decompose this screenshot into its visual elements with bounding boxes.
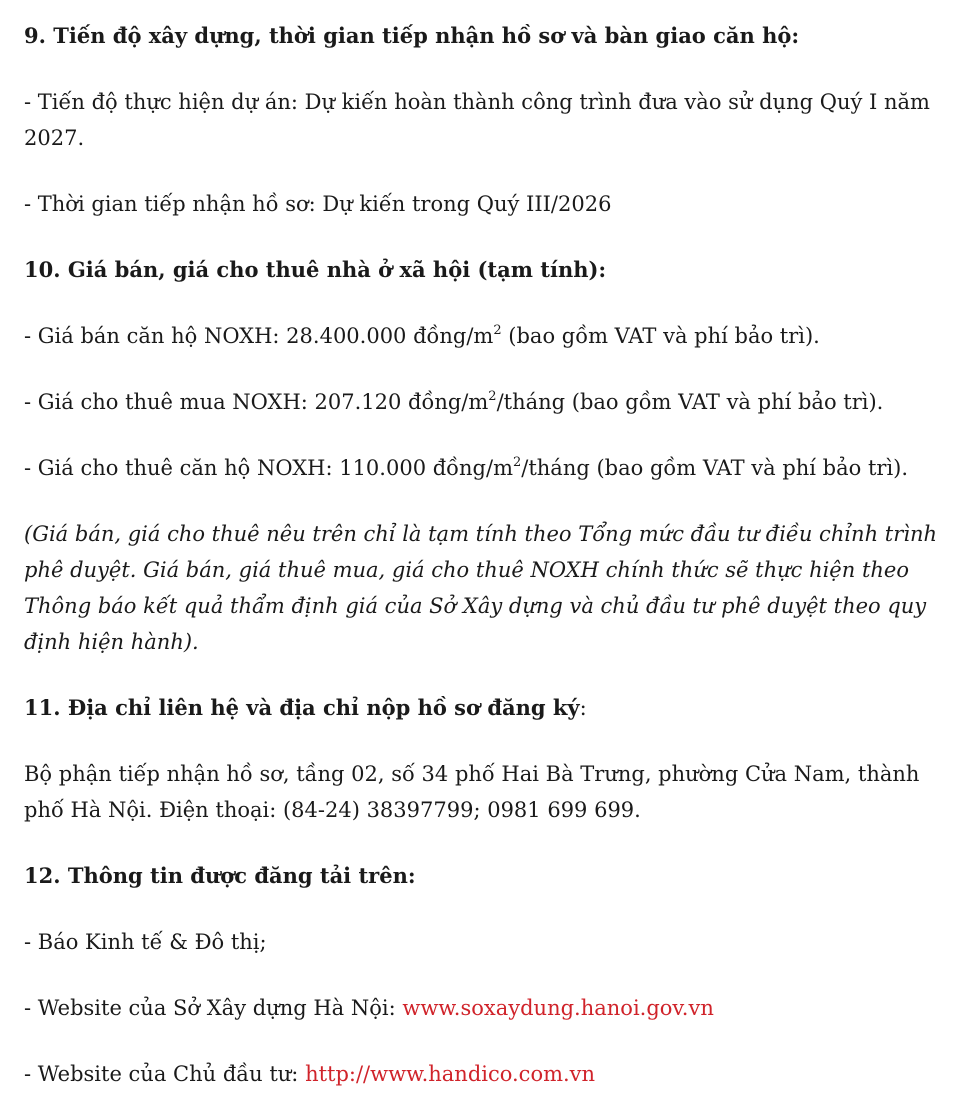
dept-website-label: - Website của Sở Xây dựng Hà Nội:	[24, 996, 403, 1020]
price-rent-purchase-unit-sup: 2	[488, 389, 497, 404]
price-disclaimer-note: (Giá bán, giá cho thuê nêu trên chỉ là tạm tính theo Tổng mức đầu tư điều chỉnh trình phê duyệt. Giá bán, giá thuê mua, giá cho thuê NOXH chính thức sẽ thực hiện theo Thông báo kết quả thẩm định giá của Sở Xây dựng và chủ đầu tư phê duyệt theo quy định hiện hành).	[24, 522, 938, 654]
price-rent-purchase-text: - Giá cho thuê mua NOXH: 207.120 đồng/m	[24, 390, 489, 414]
investor-website-label: - Website của Chủ đầu tư:	[24, 1062, 306, 1086]
section-11-heading-text: 11. Địa chỉ liên hệ và địa chỉ nộp hồ sơ đăng ký	[24, 695, 580, 720]
price-rent-text: - Giá cho thuê căn hộ NOXH: 110.000 đồng/m	[24, 456, 513, 480]
section-9-progress: - Tiến độ thực hiện dự án: Dự kiến hoàn thành công trình đưa vào sử dụng Quý I năm 2027.	[24, 90, 930, 150]
price-sale-unit-sup: 2	[493, 323, 502, 338]
investor-website-item	[24, 1056, 953, 1092]
price-rent	[24, 450, 953, 486]
price-sale-note: (bao gồm VAT và phí bảo trì).	[501, 324, 820, 348]
dept-website-item	[24, 990, 953, 1026]
section-12-heading: 12. Thông tin được đăng tải trên:	[24, 863, 416, 888]
investor-website-link[interactable]: http://www.handico.com.vn	[305, 1062, 596, 1086]
price-rent-purchase-note: /tháng (bao gồm VAT và phí bảo trì).	[496, 390, 884, 414]
price-sale-text: - Giá bán căn hộ NOXH: 28.400.000 đồng/m	[24, 324, 494, 348]
section-10-heading: 10. Giá bán, giá cho thuê nhà ở xã hội (tạm tính):	[24, 257, 607, 282]
price-rent-unit-sup: 2	[512, 455, 522, 470]
dept-website-link[interactable]: www.soxaydung.hanoi.gov.vn	[402, 996, 714, 1020]
contact-address: Bộ phận tiếp nhận hồ sơ, tầng 02, số 34 phố Hai Bà Trưng, phường Cửa Nam, thành phố Hà Nội. Điện thoại: (84-24) 38397799; 0981 699 699.	[24, 762, 920, 822]
newspaper-item: - Báo Kinh tế & Đô thị;	[24, 930, 267, 954]
section-9-heading: 9. Tiến độ xây dựng, thời gian tiếp nhận hồ sơ và bàn giao căn hộ:	[24, 23, 800, 48]
price-rent-note: /tháng (bao gồm VAT và phí bảo trì).	[521, 456, 909, 480]
price-sale	[24, 318, 953, 354]
section-11-heading-colon: :	[579, 696, 587, 720]
section-9-reception: - Thời gian tiếp nhận hồ sơ: Dự kiến trong Quý III/2026	[24, 192, 612, 216]
price-rent-purchase	[24, 384, 953, 420]
section-11-heading	[24, 690, 953, 726]
